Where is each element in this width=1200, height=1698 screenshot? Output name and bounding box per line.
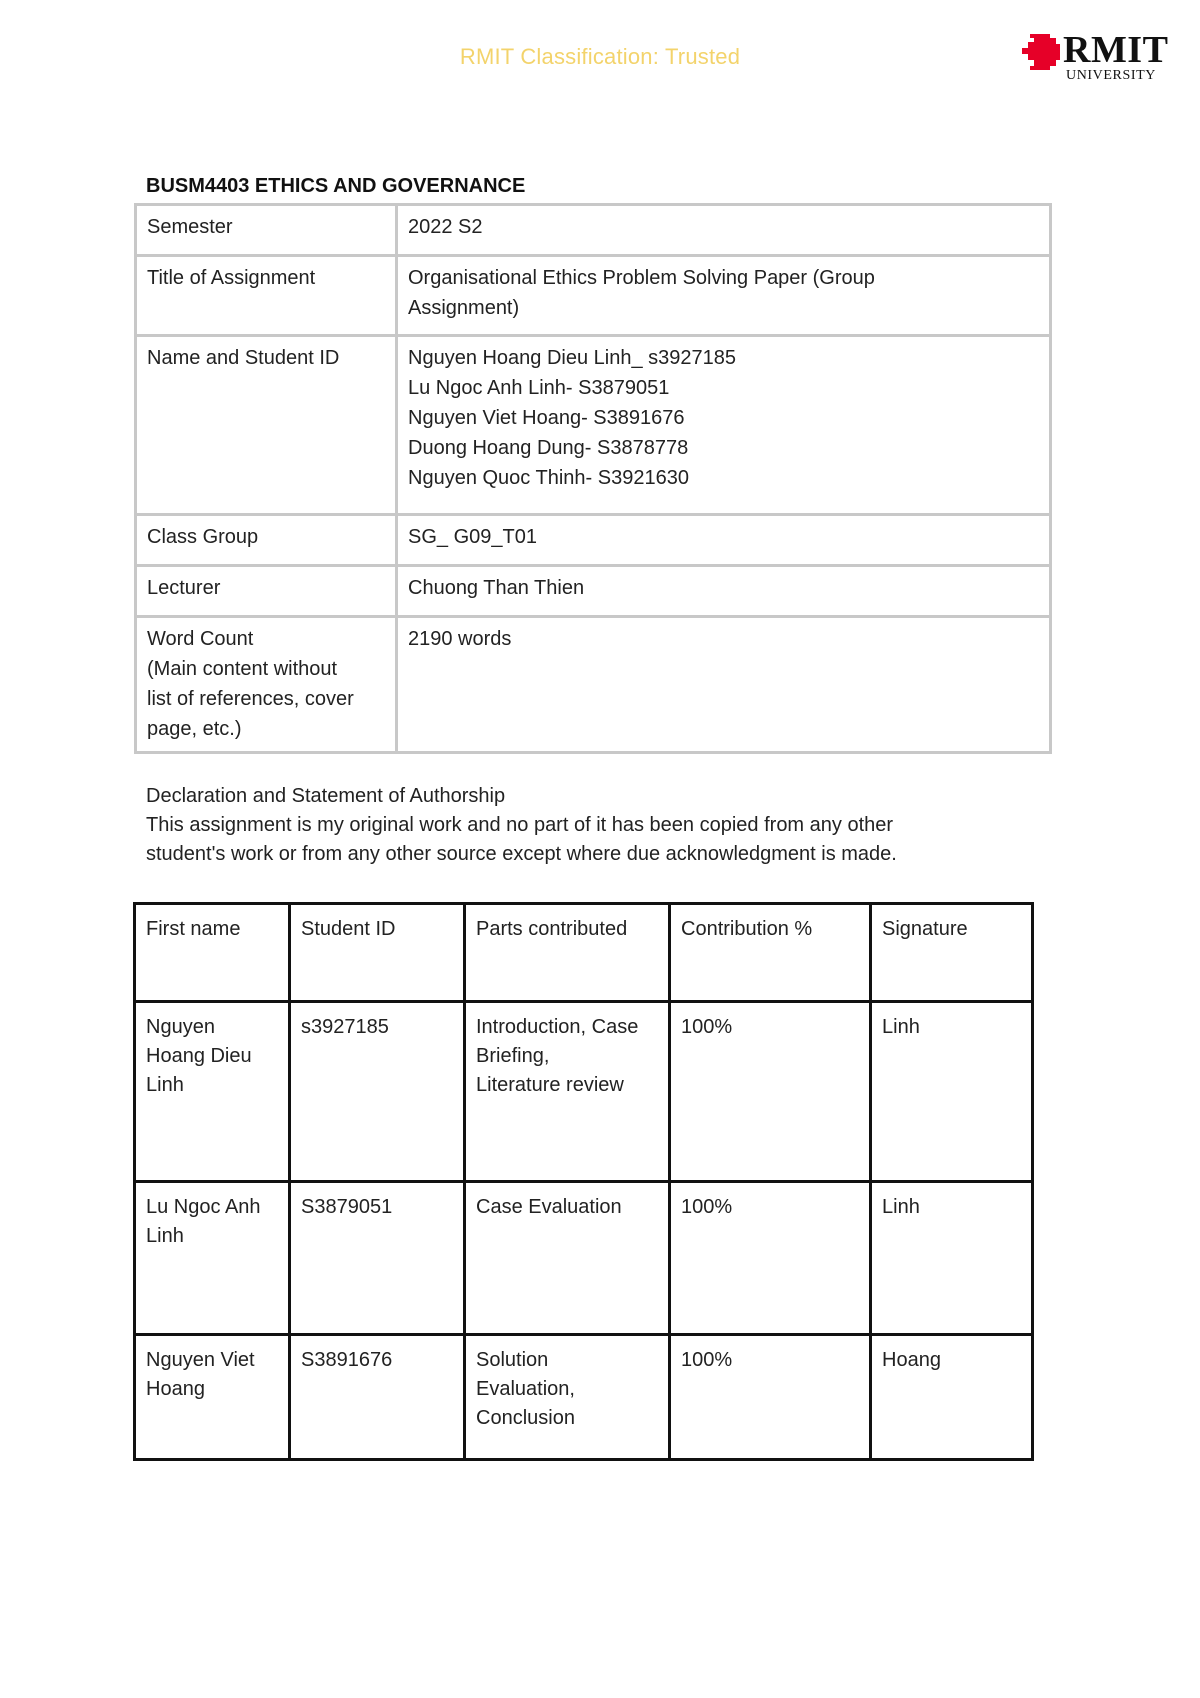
header-contribution: Contribution %	[670, 904, 871, 1002]
semester-label: Semester	[136, 205, 397, 256]
member-id: s3927185	[290, 1002, 465, 1182]
lecturer-row	[136, 566, 1051, 617]
declaration	[146, 782, 1026, 869]
student-name-id: Nguyen Hoang Dieu Linh_ s3927185	[408, 347, 737, 369]
member-id: S3879051	[290, 1182, 465, 1335]
class-group-value: SG_ G09_T01	[397, 515, 1051, 566]
word-count-title: Word Count	[147, 628, 254, 650]
title-value-line: Assignment)	[408, 297, 520, 319]
member-id: S3891676	[290, 1335, 465, 1460]
member-name-line: Nguyen	[146, 1016, 215, 1038]
names-row	[136, 336, 1051, 515]
member-name-line: Linh	[146, 1074, 184, 1096]
member-name-line: Nguyen Viet	[146, 1349, 255, 1371]
lecturer-value: Chuong Than Thien	[397, 566, 1051, 617]
header-student-id: Student ID	[290, 904, 465, 1002]
student-name-id: Nguyen Viet Hoang- S3891676	[408, 407, 685, 429]
contribution-row	[135, 1002, 1033, 1182]
member-name	[135, 1182, 290, 1335]
names-label: Name and Student ID	[136, 336, 397, 515]
rmit-logo	[1022, 30, 1177, 85]
member-parts-line: Solution	[476, 1349, 549, 1371]
member-name-line: Hoang Dieu	[146, 1045, 252, 1067]
member-parts-line: Literature review	[476, 1074, 624, 1096]
word-count-label	[136, 617, 397, 753]
title-label: Title of Assignment	[136, 256, 397, 336]
member-parts	[465, 1002, 670, 1182]
classification-label: RMIT Classification: Trusted	[459, 44, 741, 69]
word-count-note: list of references, cover	[147, 688, 354, 710]
class-group-label: Class Group	[136, 515, 397, 566]
semester-value: 2022 S2	[397, 205, 1051, 256]
member-percent: 100%	[670, 1002, 871, 1182]
class-group-row	[136, 515, 1051, 566]
header-signature: Signature	[871, 904, 1033, 1002]
names-value	[397, 336, 1051, 515]
member-name-line: Hoang	[146, 1378, 205, 1400]
member-signature: Hoang	[871, 1335, 1033, 1460]
member-parts	[465, 1182, 670, 1335]
word-count-row	[136, 617, 1051, 753]
member-name-line: Lu Ngoc Anh	[146, 1196, 261, 1218]
title-value-line: Organisational Ethics Problem Solving Paper (Group	[408, 267, 875, 289]
contribution-row	[135, 1335, 1033, 1460]
course-title: BUSM4403 ETHICS AND GOVERNANCE	[146, 175, 526, 197]
member-signature: Linh	[871, 1182, 1033, 1335]
declaration-text: student's work or from any other source except where due acknowledgment is made.	[146, 843, 897, 865]
contribution-table	[133, 902, 1034, 1461]
rmit-pixel-icon	[1022, 34, 1062, 70]
member-name	[135, 1335, 290, 1460]
student-name-id: Duong Hoang Dung- S3878778	[408, 437, 689, 459]
declaration-text: This assignment is my original work and no part of it has been copied from any other	[146, 814, 894, 836]
member-percent: 100%	[670, 1335, 871, 1460]
logo-wordmark: RMIT	[1063, 29, 1169, 71]
member-signature: Linh	[871, 1002, 1033, 1182]
logo-subtext: UNIVERSITY	[1066, 68, 1156, 83]
member-name-line: Linh	[146, 1225, 184, 1247]
member-parts-line: Evaluation,	[476, 1378, 575, 1400]
member-percent: 100%	[670, 1182, 871, 1335]
semester-row	[136, 205, 1051, 256]
cover-info-table	[134, 203, 1052, 754]
word-count-value: 2190 words	[397, 617, 1051, 753]
title-row	[136, 256, 1051, 336]
contribution-row	[135, 1182, 1033, 1335]
member-parts-line: Introduction, Case	[476, 1016, 639, 1038]
title-value	[397, 256, 1051, 336]
word-count-note: (Main content without	[147, 658, 338, 680]
header-first-name: First name	[135, 904, 290, 1002]
word-count-note: page, etc.)	[147, 718, 242, 740]
member-parts	[465, 1335, 670, 1460]
member-name	[135, 1002, 290, 1182]
member-parts-line: Case Evaluation	[476, 1196, 622, 1218]
member-parts-line: Briefing,	[476, 1045, 550, 1067]
header-parts: Parts contributed	[465, 904, 670, 1002]
member-parts-line: Conclusion	[476, 1407, 575, 1429]
declaration-heading: Declaration and Statement of Authorship	[146, 785, 506, 807]
student-name-id: Nguyen Quoc Thinh- S3921630	[408, 467, 689, 489]
contribution-header-row	[135, 904, 1033, 1002]
lecturer-label: Lecturer	[136, 566, 397, 617]
student-name-id: Lu Ngoc Anh Linh- S3879051	[408, 377, 670, 399]
